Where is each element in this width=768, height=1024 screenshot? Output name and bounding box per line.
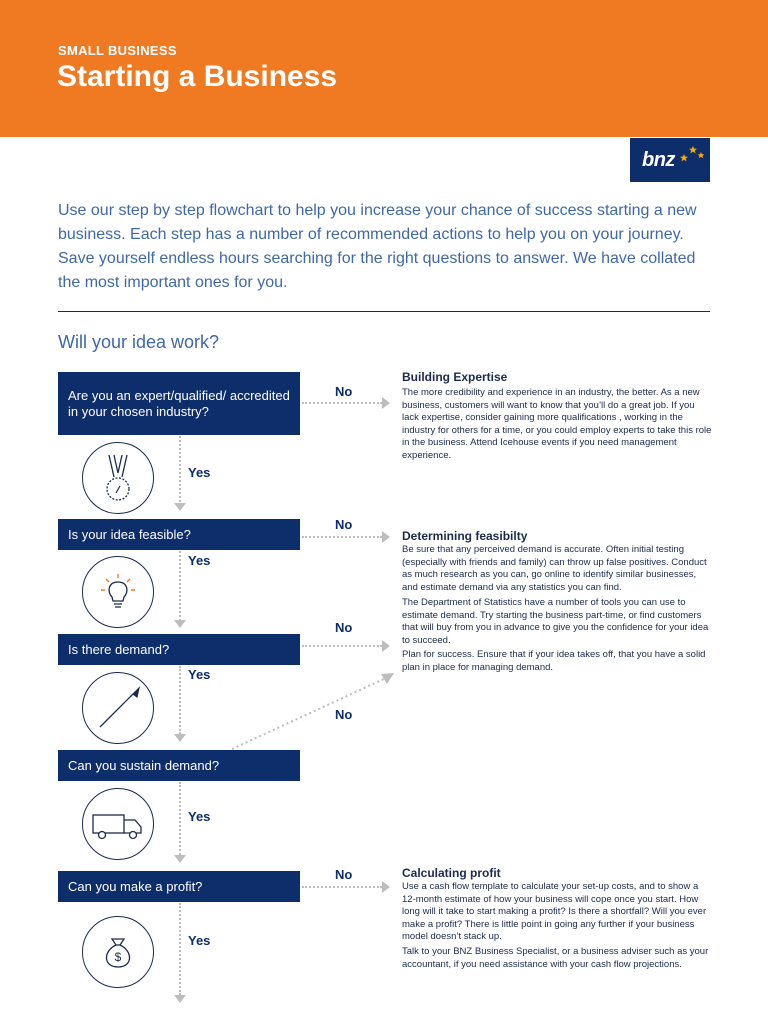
yes-label: Yes	[188, 667, 211, 682]
section-title: Will your idea work?	[58, 332, 220, 352]
info-text-profit-1: Use a cash flow template to calculate your set-up costs, and to show a 12-month estimate of how your business will cope once you start. How long will it take to start making a profit? Is there a shortfall? Will you ever make a profit? There is little point in going any further if your business model doesn’t stack up.	[402, 881, 707, 942]
no-label: No	[335, 620, 353, 635]
connector-vertical	[179, 666, 181, 734]
rocket-icon	[82, 672, 154, 744]
connector-horizontal	[302, 645, 382, 647]
connector-horizontal	[302, 402, 382, 404]
no-label: No	[335, 384, 353, 399]
connector-vertical	[179, 782, 181, 855]
intro-text: Use our step by step flowchart to help you increase your chance of success starting a new business. Each step has a number of recommended actions to help you on your journey. Save yourself endless hours searching for the right questions to answer. We have collated the most important ones for you.	[58, 202, 697, 291]
arrow-right-icon	[382, 397, 390, 409]
yes-label: Yes	[188, 465, 211, 480]
info-title-profit: Calculating profit	[402, 866, 501, 880]
info-title-expertise: Building Expertise	[402, 370, 508, 384]
no-label: No	[335, 867, 353, 882]
logo-stars-icon	[680, 143, 706, 165]
connector-vertical	[179, 903, 181, 995]
connector-horizontal	[302, 886, 382, 888]
question-expert	[58, 372, 300, 435]
logo-text: bnz	[642, 149, 675, 171]
money-bag-icon	[82, 916, 154, 988]
page-header	[0, 0, 768, 137]
lightbulb-icon	[82, 556, 154, 628]
arrow-right-icon	[382, 881, 390, 893]
question-sustain	[58, 750, 300, 781]
arrow-down-icon	[174, 503, 186, 511]
info-text-feasibility-1: Be sure that any perceived demand is accurate. Often initial testing (especially with friends and family) can throw up false positives. Conduct as much research as you can, go online to identify similar businesses, and estimate demand via any statistics you can find.	[402, 544, 707, 593]
bnz-logo	[630, 138, 710, 182]
info-text-feasibility-3: Plan for success. Ensure that if your idea takes off, that you have a solid plan in place for managing demand.	[402, 649, 706, 673]
no-label: No	[335, 707, 353, 722]
question-feasible	[58, 519, 300, 550]
info-text-profit-2: Talk to your BNZ Business Specialist, or a business adviser such as your accountant, if you need assistance with your cash flow projections.	[402, 946, 709, 970]
connector-horizontal	[302, 536, 382, 538]
yes-label: Yes	[188, 933, 211, 948]
question-sustain-text: Can you sustain demand?	[68, 757, 220, 773]
arrow-down-icon	[174, 855, 186, 863]
question-demand-text: Is there demand?	[68, 641, 170, 657]
info-title-feasibility: Determining feasibilty	[402, 529, 528, 543]
arrow-down-icon	[174, 734, 186, 742]
arrow-right-icon	[382, 531, 390, 543]
question-demand	[58, 634, 300, 665]
arrow-down-icon	[174, 620, 186, 628]
divider	[58, 311, 710, 312]
info-text-expertise: The more credibility and experience in an industry, the better. As a new business, customers will want to know that you’ll do a great job. If you lack expertise, consider gaining more qualifications , working in the industry for others for a time, or you could employ experts to take this role in the business. Attend Icehouse events if you need management experience.	[402, 387, 712, 461]
question-profit	[58, 871, 300, 902]
yes-label: Yes	[188, 553, 211, 568]
arrow-down-icon	[174, 995, 186, 1003]
truck-icon	[82, 788, 154, 860]
medal-icon	[82, 442, 154, 514]
connector-diagonal	[228, 668, 398, 753]
svg-text:$: $	[114, 950, 122, 964]
connector-vertical	[179, 436, 181, 502]
question-feasible-text: Is your idea feasible?	[68, 526, 191, 542]
header-kicker: SMALL BUSINESS	[58, 43, 177, 58]
page-title: Starting a Business	[57, 60, 338, 93]
arrow-right-icon	[382, 640, 390, 652]
question-expert-text: Are you an expert/qualified/ accredited in your chosen industry?	[68, 387, 290, 419]
no-label: No	[335, 517, 353, 532]
info-text-feasibility-2: The Department of Statistics have a number of tools you can use to estimate demand. Try starting the business part-time, or find customers that will buy from you in advance to give you the confidence for your idea to succeed.	[402, 597, 709, 646]
question-profit-text: Can you make a profit?	[68, 878, 203, 894]
yes-label: Yes	[188, 809, 211, 824]
connector-vertical	[179, 551, 181, 621]
